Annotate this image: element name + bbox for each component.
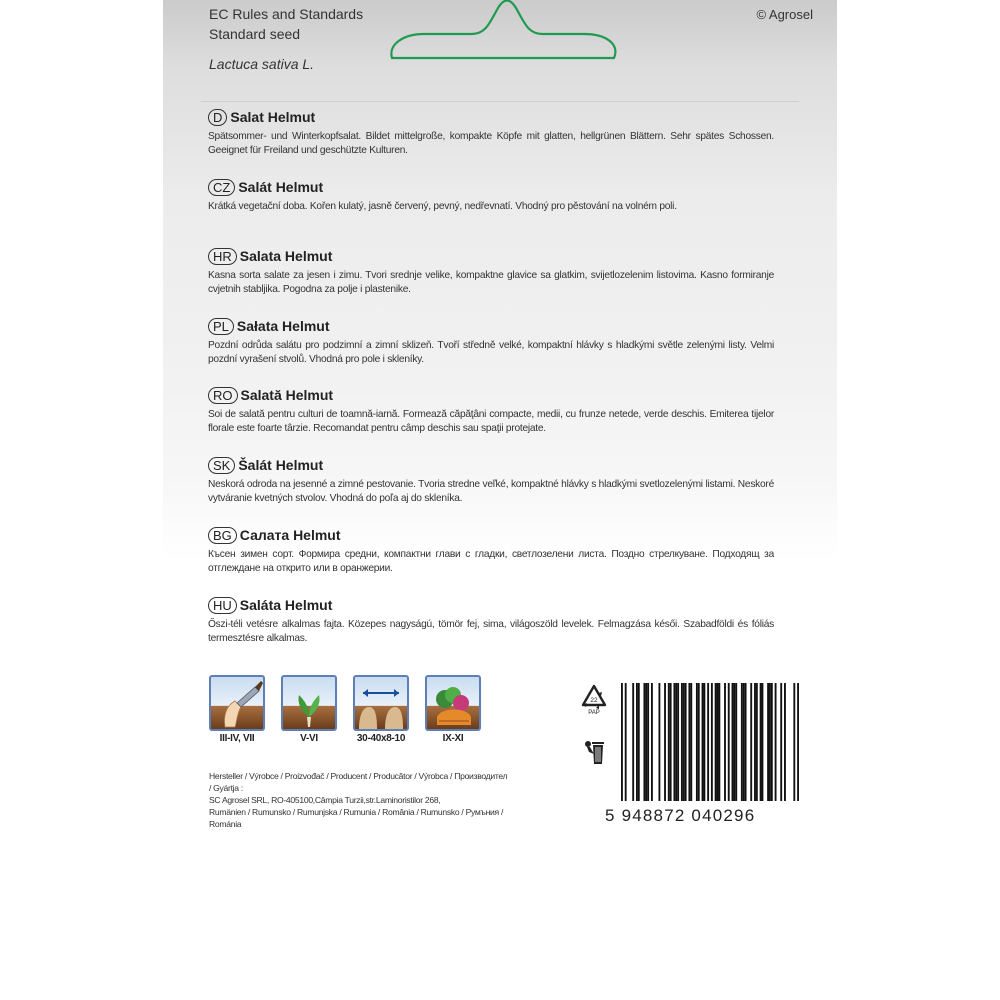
barcode-bar xyxy=(683,683,685,801)
barcode-bar xyxy=(745,683,747,801)
section-ro xyxy=(208,386,774,436)
section-text: Soi de salată pentru culturi de toamnă-iarnă. Formează căpăţâni compacte, medii, cu frunze netede, verde deschis. Emiterea tijelor florale este foarte târzie. Recomandat pentru câmp deschis sau spaţii protejate. xyxy=(208,409,774,434)
barcode-bar xyxy=(750,683,752,801)
barcode-bar xyxy=(707,683,709,801)
language-code: RO xyxy=(208,387,238,404)
language-code: BG xyxy=(208,527,237,544)
section-title: Салата Helmut xyxy=(239,527,341,543)
producer-info xyxy=(209,770,509,830)
barcode-bar xyxy=(780,683,782,801)
language-code: HU xyxy=(208,597,237,614)
barcode-bar xyxy=(673,683,675,801)
barcode-bar xyxy=(625,683,627,801)
language-code: SK xyxy=(208,457,235,474)
section-title: Salată Helmut xyxy=(240,387,334,403)
barcode-bar xyxy=(754,683,756,801)
recycle-number: 22 xyxy=(590,697,598,704)
standards-line: EC Rules and Standards xyxy=(209,6,364,22)
producer-line: Rumänien / Rumunsko / Rumunjska / Rumunia / România / Rumunsko / Румъния / Románia xyxy=(209,807,504,829)
barcode-bar xyxy=(638,683,640,801)
harvest-icon xyxy=(425,675,481,731)
species-name: Lactuca sativa L. xyxy=(209,56,315,72)
transplant-period: V-VI xyxy=(300,733,318,744)
barcode-bar xyxy=(775,683,777,801)
barcode-bar xyxy=(735,683,737,801)
seed-packet-back xyxy=(163,0,837,842)
section-text: Kasna sorta salate za jesen i zimu. Tvori srednje velike, kompaktne glavice sa glatkim, svijetlozelenim listovima. Kasno formiranje cvjetnih stabljika. Pogodna za polje i plastenike. xyxy=(208,270,774,295)
barcode-bar xyxy=(760,683,762,801)
barcode-bar xyxy=(651,683,653,801)
section-title: Šalát Helmut xyxy=(238,457,324,473)
language-code: CZ xyxy=(208,179,235,196)
barcode-bar xyxy=(681,683,683,801)
plant-spacing: 30-40x8-10 xyxy=(356,733,406,744)
barcode-bar xyxy=(664,683,666,801)
recycle-icon xyxy=(579,683,609,717)
section-sk xyxy=(208,456,774,506)
barcode-bar xyxy=(677,683,679,801)
cultivation-icons xyxy=(208,675,482,744)
seedling-icon xyxy=(281,675,337,731)
barcode-bar xyxy=(690,683,692,801)
barcode-bar xyxy=(668,683,670,801)
harvest-period: IX-XI xyxy=(442,733,464,744)
barcode-bar xyxy=(771,683,773,801)
section-bg xyxy=(208,526,774,576)
barcode-bar xyxy=(670,683,672,801)
barcode-bar xyxy=(718,683,720,801)
barcode-bar xyxy=(724,683,726,801)
barcode-bar xyxy=(756,683,758,801)
barcode-bar xyxy=(769,683,771,801)
barcode-bar xyxy=(711,683,713,801)
copyright: © Agrosel xyxy=(756,7,813,22)
harvest-card xyxy=(424,675,482,744)
producer-line: Hersteller / Výrobce / Proizvođač / Producent / Producător / Výrobca / Производител / Gyártja : xyxy=(209,771,508,793)
barcode-bar xyxy=(636,683,638,801)
sowing-period: III-IV, VII xyxy=(219,733,255,744)
hang-hole xyxy=(380,0,626,64)
barcode-bar xyxy=(698,683,700,801)
barcode-digits: 5 948872 040296 xyxy=(605,806,756,825)
section-title: Saláta Helmut xyxy=(239,597,333,613)
barcode-bar xyxy=(658,683,660,801)
barcode-bar xyxy=(733,683,735,801)
barcode-bar xyxy=(797,683,799,801)
barcode-bar xyxy=(741,683,743,801)
barcode-bar xyxy=(784,683,786,801)
section-text: Őszi-téli vetésre alkalmas fajta. Közepes nagyságú, tömör fej, sima, világoszöld levelek. Felmagzása késői. Szabadföldi és fóliás termesztésre alkalmas. xyxy=(208,619,774,644)
spacing-card xyxy=(352,675,410,744)
barcode-bar xyxy=(675,683,677,801)
section-text: Spätsommer- und Winterkopfsalat. Bildet mittelgroße, kompakte Köpfe mit glatten, hellgrünen Blättern. Sehr spätes Schossen. Geeignet für Freiland und geschützte Kulturen. xyxy=(208,131,774,156)
section-cz xyxy=(208,178,774,214)
producer-line: SC Agrosel SRL, RO-405100,Câmpia Turzii,str.Laminoristilor 268, xyxy=(209,795,441,805)
recycle-code: PAP xyxy=(588,710,600,716)
barcode-bar xyxy=(632,683,634,801)
barcode-bar xyxy=(702,683,704,801)
section-hr xyxy=(208,247,774,297)
barcode-bar xyxy=(645,683,647,801)
language-code: PL xyxy=(208,318,234,335)
trash-bin-icon xyxy=(583,738,607,766)
barcode-bar xyxy=(767,683,769,801)
section-text: Krátká vegetační doba. Kořen kulatý, jasně červený, pevný, nedřevnatí. Vhodný pro pěstování na volném poli. xyxy=(208,201,677,212)
barcode-bar xyxy=(762,683,764,801)
section-text: Pozdní odrůda salátu pro podzimní a zimní sklizeň. Tvoří středně velké, kompaktní hlávky s hladkými světle zelenými listy. Velmi pozdní vyrašení stvolů. Vhodná pro pole i skleníky. xyxy=(208,340,774,365)
language-code: D xyxy=(208,109,227,126)
barcode-bar xyxy=(743,683,745,801)
barcode-bar xyxy=(696,683,698,801)
barcode-bar xyxy=(647,683,649,801)
section-title: Salat Helmut xyxy=(230,109,316,125)
barcode-bar xyxy=(715,683,717,801)
barcode-bar xyxy=(685,683,687,801)
barcode-bar xyxy=(717,683,719,801)
seed-category: Standard seed xyxy=(209,26,301,42)
barcode-bar xyxy=(728,683,730,801)
sowing-card xyxy=(208,675,266,744)
section-d xyxy=(208,108,774,158)
barcode-bar xyxy=(688,683,690,801)
barcode-bar xyxy=(793,683,795,801)
section-title: Salát Helmut xyxy=(238,179,324,195)
spacing-icon xyxy=(353,675,409,731)
section-text: Neskorá odroda na jesenné a zimné pestovanie. Tvoria stredne veľké, kompaktné hlávky s hladkými svetlozelenými listami. Neskoré vytváranie kvetných stvolov. Vhodná do poľa aj do skleníka. xyxy=(208,479,774,504)
barcode-bar xyxy=(643,683,645,801)
ean-barcode xyxy=(621,683,799,801)
barcode-bar xyxy=(621,683,623,801)
language-code: HR xyxy=(208,248,237,265)
section-hu xyxy=(208,596,774,646)
header-divider xyxy=(201,101,799,102)
barcode-bar xyxy=(732,683,734,801)
section-title: Sałata Helmut xyxy=(236,318,330,334)
section-pl xyxy=(208,317,774,367)
section-text: Късен зимен сорт. Формира средни, компактни глави с гладки, светлозелени листа. Поздно стрелкуване. Подходящ за отглеждане на открито или в оранжерии. xyxy=(208,549,774,574)
sowing-icon xyxy=(209,675,265,731)
section-title: Salata Helmut xyxy=(239,248,333,264)
barcode-bar xyxy=(703,683,705,801)
seedling-card xyxy=(280,675,338,744)
